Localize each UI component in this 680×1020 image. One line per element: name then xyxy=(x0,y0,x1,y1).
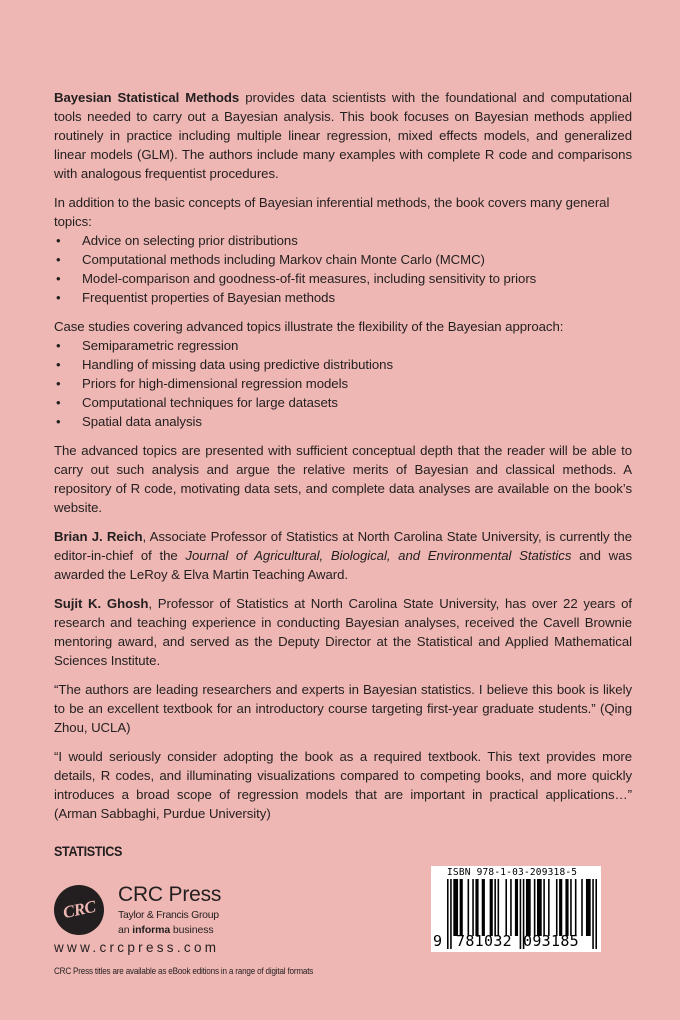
publisher-logo xyxy=(54,885,314,975)
case-studies-list xyxy=(54,336,632,431)
barcode-bar xyxy=(472,879,474,936)
list-item: • Handling of missing data using predictive distributions xyxy=(56,357,393,372)
publisher-website: www.crcpress.com xyxy=(54,940,220,955)
list-item: • Priors for high-dimensional regression models xyxy=(56,376,349,391)
barcode-bar xyxy=(498,879,500,936)
barcode-bar xyxy=(475,879,478,936)
list-item: • Computational techniques for large datasets xyxy=(56,395,338,410)
barcode-bar xyxy=(543,879,545,936)
list-item: • Frequentist properties of Bayesian methods xyxy=(56,290,335,305)
publisher-group: Taylor & Francis Group xyxy=(118,909,219,921)
crc-logo-icon: CRC xyxy=(54,885,104,935)
barcode-bar xyxy=(548,879,550,936)
barcode-bar xyxy=(505,879,507,936)
isbn-barcode xyxy=(431,866,601,952)
topics-list xyxy=(54,231,632,307)
barcode-bar xyxy=(559,879,562,936)
bullet-icon: • xyxy=(56,271,61,286)
bullet-icon: • xyxy=(56,338,61,353)
author-name: Brian J. Reich xyxy=(54,529,143,544)
barcode-digits-right: 093185 xyxy=(523,932,579,950)
review-quote: “I would seriously consider adopting the book as a required textbook. This text provides more details, R codes, and illuminating visualizations compared to competing books, and more quickly introduces a broad scope of regression models that are important in practical applications…” (Arman Sabbaghi, Purdue University) xyxy=(54,749,632,821)
review-quote: “The authors are leading researchers and experts in Bayesian statistics. I believe this book is likely to be an excellent textbook for an introductory course targeting first-year graduate students.” (Qing Zhou, UCLA) xyxy=(54,682,632,735)
ebook-note: CRC Press titles are available as eBook editions in a range of digital formats xyxy=(54,966,314,976)
barcode-digits xyxy=(431,932,601,952)
barcode-bar xyxy=(575,879,577,936)
intro-paragraph xyxy=(54,88,632,183)
barcode-bar xyxy=(570,879,572,936)
publisher-name: CRC Press xyxy=(118,883,222,906)
intro-text: provides data scientists with the foundational and computational tools needed to carry out a Bayesian analysis. This book focuses on Bayesian methods applied routinely in practice including multiple linear regression, mixed effects models, and generalized linear models (GLM). The authors include many examples with complete R code and comparisons with analogous frequentist procedures. xyxy=(54,90,632,181)
isbn-label: ISBN 978-1-03-209318-5 xyxy=(447,867,578,878)
barcode-bar xyxy=(468,879,470,936)
author-bio-ghosh: Sujit K. Ghosh, Professor of Statistics at North Carolina State University, has over 22 years of research and teaching experience in conducting Bayesian analyses, received the Cavell Brownie mentoring award, and served as the Deputy Director at the Statistical and Applied Mathematical Sciences Institute. xyxy=(54,596,632,668)
author-name: Sujit K. Ghosh xyxy=(54,596,149,611)
topics-lead: In addition to the basic concepts of Bayesian inferential methods, the book covers many general topics: xyxy=(54,195,610,229)
barcode-digits-left: 781032 xyxy=(456,932,512,950)
list-item: • Spatial data analysis xyxy=(56,414,202,429)
barcode-bar xyxy=(494,879,496,936)
bullet-icon: • xyxy=(56,252,61,267)
barcode-bar xyxy=(526,879,531,936)
barcode-bar xyxy=(556,879,558,936)
bullet-icon: • xyxy=(56,233,61,248)
barcode-bar xyxy=(510,879,512,936)
barcode-bar xyxy=(490,879,493,936)
author-bio-reich: Brian J. Reich, Associate Professor of Statistics at North Carolina State University, is currently the editor-in-chief of the Journal of Agricultural, Biological, and Environmental Statistics and was awarded the LeRoy & Elva Martin Teaching Award. xyxy=(54,529,632,582)
barcode-bar xyxy=(515,879,518,936)
bullet-icon: • xyxy=(56,290,61,305)
category-label: STATISTICS xyxy=(54,843,123,859)
barcode-bar xyxy=(460,879,463,936)
cover-text xyxy=(54,88,632,833)
journal-name: Journal of Agricultural, Biological, and Environmental Statistics xyxy=(185,548,572,563)
barcode-bar xyxy=(586,879,591,936)
list-item: • Advice on selecting prior distributions xyxy=(56,233,298,248)
barcode-bar xyxy=(537,879,542,936)
barcode-digit-first: 9 xyxy=(433,932,443,950)
bullet-icon: • xyxy=(56,357,61,372)
advanced-topics-paragraph: The advanced topics are presented with sufficient conceptual depth that the reader will be able to carry out such analysis and argue the relative merits of Bayesian and classical methods. A repository of R code, motivating data sets, and complete data analyses are available on the book’s website. xyxy=(54,443,632,515)
bullet-icon: • xyxy=(56,414,61,429)
bullet-icon: • xyxy=(56,376,61,391)
bullet-icon: • xyxy=(56,395,61,410)
list-item: • Computational methods including Markov chain Monte Carlo (MCMC) xyxy=(56,252,485,267)
barcode-bar xyxy=(482,879,485,936)
barcode-bar xyxy=(565,879,568,936)
barcode-bar xyxy=(453,879,458,936)
barcode-bar xyxy=(581,879,583,936)
book-title: Bayesian Statistical Methods xyxy=(54,90,240,105)
publisher-business: an informa business xyxy=(118,924,214,936)
list-item: • Semiparametric regression xyxy=(56,338,239,353)
list-item: • Model-comparison and goodness-of-fit measures, including sensitivity to priors xyxy=(56,271,537,286)
case-studies-lead: Case studies covering advanced topics illustrate the flexibility of the Bayesian approach: xyxy=(54,319,564,334)
barcode-bar xyxy=(534,879,536,936)
